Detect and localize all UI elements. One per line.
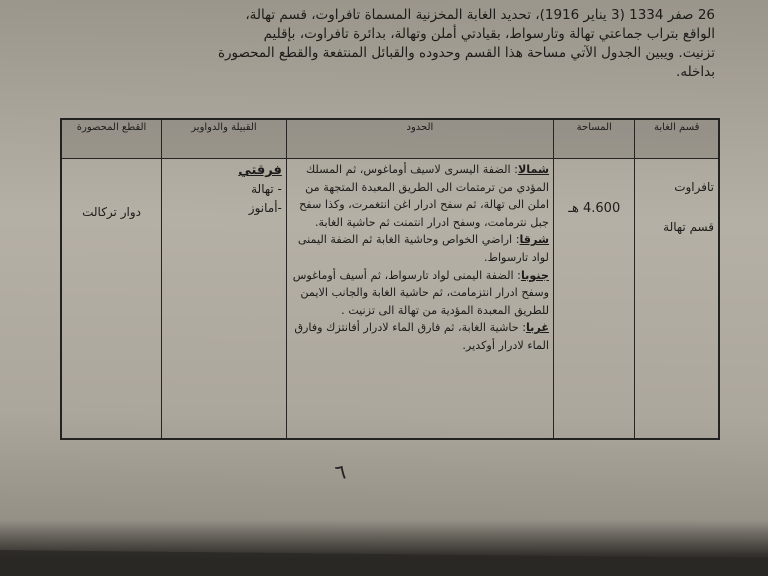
boundary-north	[291, 161, 549, 231]
header-area: المساحة	[553, 119, 634, 159]
forest-table	[60, 118, 720, 440]
intro-paragraph	[95, 0, 715, 82]
area-value: 4.600 هـ	[568, 201, 621, 216]
photo-shadow	[0, 520, 768, 576]
table-row	[61, 159, 719, 440]
cell-enclosed-plots	[61, 159, 162, 440]
header-tribes: القبيلة والدواوير	[162, 119, 287, 159]
east-label: شرقا	[519, 233, 549, 247]
header-enclosed-plots: القطع المحصورة	[61, 119, 162, 159]
unit-section: قسم تهالة	[663, 220, 714, 234]
tribe-item: - تهالة	[251, 182, 282, 196]
page-number: ٦	[333, 459, 348, 485]
west-text: : حاشية الغابة، ثم فارق الماء لادرار أفانتزك وفارق الماء لادرار أوكدير.	[294, 321, 549, 352]
boundary-east	[291, 231, 549, 266]
east-text: : اراضي الخواص وحاشية الغابة ثم الضفة اليمنى لواد تارسواط.	[297, 233, 549, 264]
south-label: جنوبا	[520, 268, 549, 282]
tribe-item: -أمانوز	[248, 201, 282, 215]
cell-area	[553, 159, 634, 440]
cell-forest-unit	[635, 159, 719, 440]
boundary-west	[291, 319, 549, 354]
header-boundaries: الحدود	[286, 119, 553, 159]
cell-boundaries	[286, 159, 553, 440]
header-forest-unit: قسم الغابة	[635, 119, 719, 159]
tribe-heading: فرقتي	[238, 163, 282, 178]
north-label: شمالا	[517, 163, 549, 176]
south-text: : الضفة اليمنى لواد تارسواط، ثم أسيف أوماغوس وسفح ادرار انتزمامت، ثم حاشية الغابة والجانب الايمن للطريق المعبدة المؤدية من تهالة الى تزنيت .	[292, 268, 549, 317]
paragraph-line: تزنيت. ويبين الجدول الآتي مساحة هذا القسم وحدوده والقبائل المنتفعة والقطع المحصورة	[217, 45, 715, 61]
plot-name: دوار تركالت	[82, 205, 141, 219]
west-label: غربا	[525, 321, 549, 335]
unit-name: تافراوت	[674, 180, 714, 194]
paragraph-line: الواقع بتراب جماعتي تهالة وتارسواط، بقيادتي أملن وتهالة، بدائرة تافراوت، بإقليم	[263, 26, 715, 42]
cell-tribes	[162, 159, 287, 440]
paragraph-line: بداخله.	[676, 64, 715, 80]
boundary-south	[291, 267, 549, 320]
north-text: : الضفة اليسرى لاسيف أوماغوس، ثم المسلك المؤدي من ترمتمات الى الطريق المعبدة المتجهة من املن الى تهالة، ثم سفح ادرار اغن انتغمرت، وكذا سفح جبل نترمامت، وسفح ادرار انتمنت ثم حاشية الغابة.	[299, 163, 549, 229]
paragraph-line: 26 صفر 1334 (3 يناير 1916)، تحديد الغابة المخزنية المسماة تافراوت، قسم تهالة،	[245, 7, 715, 23]
table-header-row	[61, 119, 719, 159]
